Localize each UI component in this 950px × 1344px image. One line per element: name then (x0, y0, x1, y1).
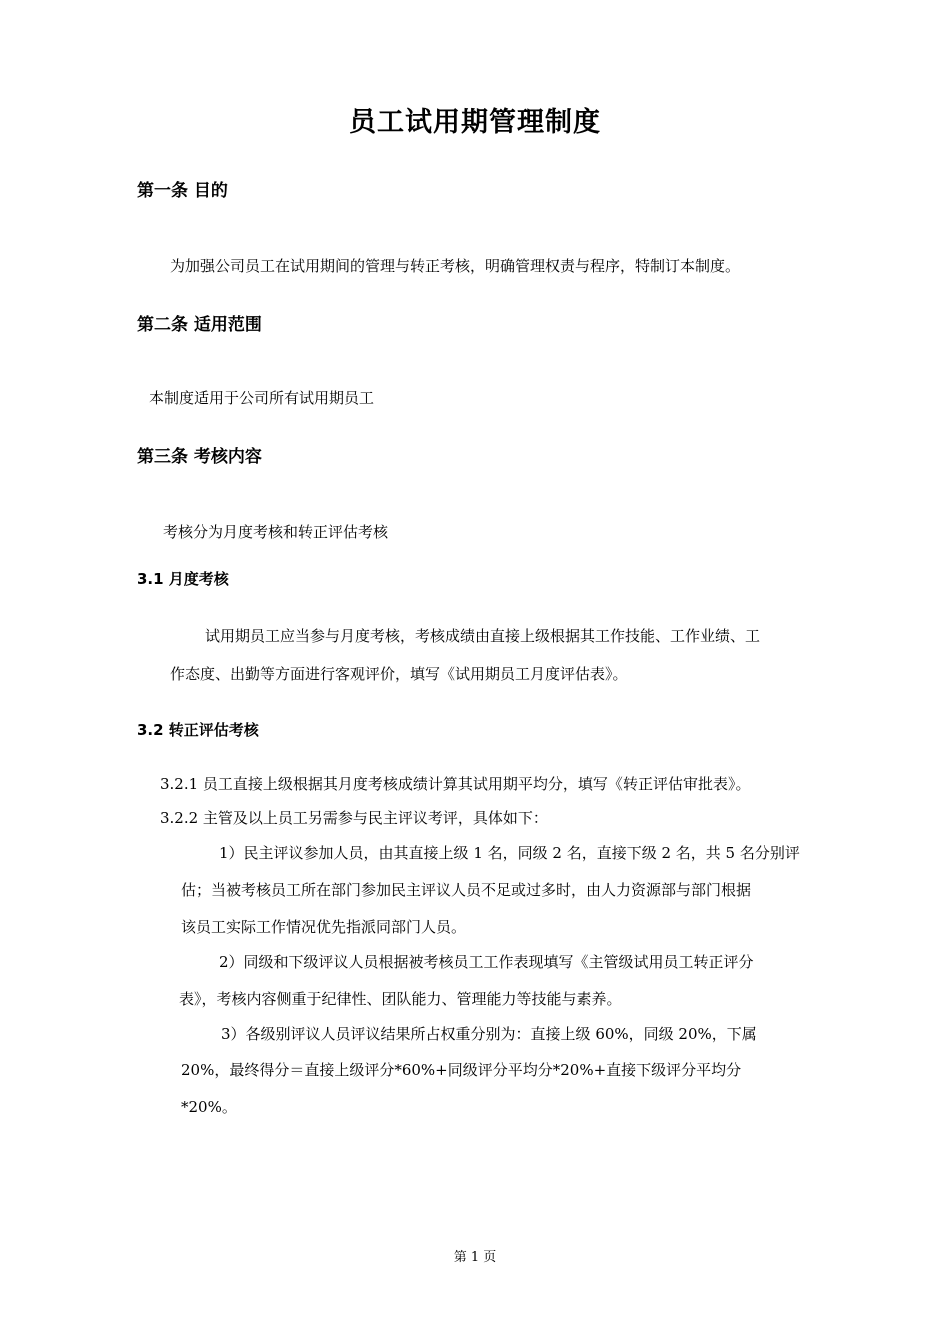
section-2-heading: 第二条 适用范围 (137, 315, 262, 335)
item-3-2-2: 3.2.2 主管及以上员工另需参与民主评议考评，具体如下： (160, 809, 548, 827)
point-1-line-1: 1）民主评议参加人员，由其直接上级 1 名，同级 2 名，直接下级 2 名，共 5 名分别评 (219, 844, 800, 862)
section-2-text: 本制度适用于公司所有试用期员工 (149, 389, 375, 407)
subsection-3-1-heading: 3.1 月度考核 (137, 570, 229, 588)
section-3-text: 考核分为月度考核和转正评估考核 (163, 523, 389, 541)
section-3-heading: 第三条 考核内容 (137, 447, 262, 467)
point-2-line-2: 表》，考核内容侧重于纪律性、团队能力、管理能力等技能与素养。 (179, 990, 622, 1008)
item-3-2-1: 3.2.1 员工直接上级根据其月度考核成绩计算其试用期平均分，填写《转正评估审批表》。 (160, 775, 751, 793)
point-3-line-2: 20%，最终得分＝直接上级评分*60%+同级评分平均分*20%+直接下级评分平均分 (181, 1061, 742, 1079)
section-1-text: 为加强公司员工在试用期间的管理与转正考核，明确管理权责与程序，特制订本制度。 (170, 257, 741, 275)
point-2-line-1: 2）同级和下级评议人员根据被考核员工工作表现填写《主管级试用员工转正评分 (219, 953, 754, 971)
point-1-line-3: 该员工实际工作情况优先指派同部门人员。 (181, 918, 467, 936)
subsection-3-1-line-2: 作态度、出勤等方面进行客观评价，填写《试用期员工月度评估表》。 (170, 665, 628, 683)
page-number: 第 1 页 (453, 1250, 497, 1265)
section-1-heading: 第一条 目的 (137, 181, 228, 201)
point-3-line-1: 3）各级别评议人员评议结果所占权重分别为：直接上级 60%，同级 20%，下属 (221, 1025, 757, 1043)
subsection-3-2-heading: 3.2 转正评估考核 (137, 721, 259, 739)
document-title: 员工试用期管理制度 (349, 107, 601, 138)
point-3-line-3: *20%。 (181, 1098, 237, 1116)
subsection-3-1-line-1: 试用期员工应当参与月度考核，考核成绩由直接上级根据其工作技能、工作业绩、工 (205, 627, 761, 645)
point-1-line-2: 估；当被考核员工所在部门参加民主评议人员不足或过多时，由人力资源部与部门根据 (181, 881, 752, 899)
